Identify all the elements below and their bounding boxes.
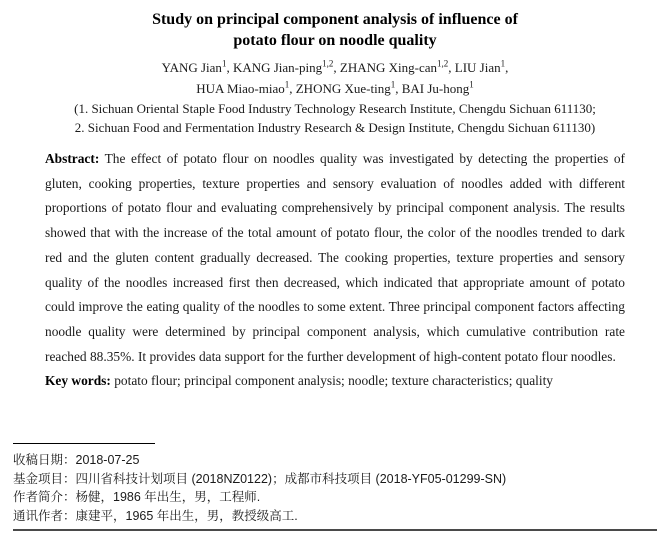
footnote-author-bio: 作者简介：杨健，1986 年出生，男，工程师. [13, 490, 261, 504]
affiliation-line2: 2. Sichuan Food and Fermentation Industry Research & Design Institute, Chengdu Sichuan 611130) [74, 120, 596, 135]
footnote-corresponding-author: 通讯作者：康建平，1965 年出生，男，教授级高工. [13, 508, 298, 523]
author-separator: , [333, 60, 340, 75]
abstract-text: The effect of potato flour on noodles quality was investigated by detecting the properties of gluten, cooking properties, texture properties and sensory evaluation of noodles added with different proportions of potato flour and evaluating comprehensively by principal component analysis. The results showed that with the increase of the total amount of potato flour, the color of the noodles trended to dark red and the gluten content gradually decreased. The cooking properties, texture properties and sensory quality of the noodles increased first then decreased, which indicated that appropriate amount of potato could improve the eating quality of the noodles to some extent. Three principal component factors affecting noodle quality were determined by principal component analysis, which cumulative contribution rate reached 88.35%. It provides data support for the further development of high-content potato flour noodles. [45, 151, 626, 364]
keywords-text: potato flour; principal component analysis; noodle; texture characteristics; quality [114, 373, 553, 389]
paper-title-line1: Study on principal component analysis of influence of [152, 11, 518, 28]
author-superscript: 1 [500, 58, 506, 69]
abstract-label: Abstract: [45, 151, 100, 166]
paper-page [0, 10, 670, 538]
author-line-1 [0, 57, 670, 78]
page-bottom-rule [13, 529, 657, 531]
author-separator: , [395, 81, 402, 96]
affiliation-list [0, 99, 670, 137]
author-separator: , [505, 60, 509, 75]
affiliation-line1: (1. Sichuan Oriental Staple Food Industry Technology Research Institute, Chengdu Sichuan 611130; [74, 101, 596, 116]
author-superscript: 1 [469, 79, 474, 90]
footnote-section [13, 443, 657, 531]
author-separator: , [226, 60, 233, 75]
author-separator: , [289, 81, 296, 96]
author-name: YANG Jian [161, 60, 222, 75]
keywords-label: Key words: [45, 373, 111, 389]
author-superscript: 1 [284, 79, 290, 90]
author-superscript: 1,2 [437, 58, 449, 69]
author-separator: , [448, 60, 455, 75]
footnote-fund-project: 基金项目：四川省科技计划项目 (2018NZ0122)；成都市科技项目 (2018-YF05-01299-SN) [13, 471, 507, 486]
author-line-2 [0, 78, 670, 99]
author-superscript: 1 [390, 79, 396, 90]
author-name: LIU Jian [454, 60, 501, 75]
footnote-divider-rule [13, 443, 155, 444]
author-name: ZHONG Xue-ting [295, 81, 391, 96]
author-superscript: 1,2 [322, 58, 334, 69]
author-superscript: 1 [221, 58, 227, 69]
author-name: ZHANG Xing-can [339, 60, 437, 75]
keywords-line [45, 369, 625, 394]
abstract-paragraph [45, 147, 625, 369]
paper-title-line2: potato flour on noodle quality [233, 31, 437, 49]
author-list [0, 57, 670, 99]
footnote-received-date: 收稿日期：2018-07-25 [13, 453, 140, 467]
author-name: HUA Miao-miao [196, 81, 285, 96]
author-name: BAI Ju-hong [401, 81, 470, 96]
paper-title [0, 10, 670, 51]
author-name: KANG Jian-ping [232, 60, 323, 75]
